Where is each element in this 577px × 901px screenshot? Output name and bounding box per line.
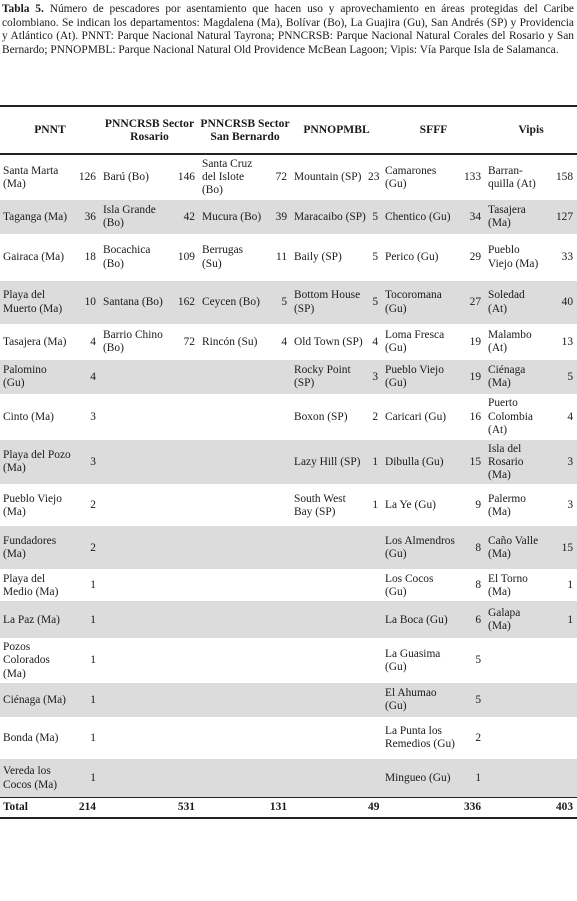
fisher-count [174,360,199,394]
fisher-count: 72 [275,171,288,184]
settlement-name [100,484,174,526]
settlement-name [485,717,545,759]
settlement-name: Mucura (Bo) [199,200,267,234]
fisher-count [174,484,199,526]
settlement-name: Pueblo Viejo (Ma) [488,244,539,270]
settlement-name [100,683,174,717]
fisher-count: 36 [73,200,100,234]
fisher-count [174,638,199,683]
fisher-count: 9 [475,499,482,512]
table-row [0,281,577,324]
settlement-name: Old Town (SP) [294,335,363,348]
settlement-name: La Punta los Remedios (Gu) [385,725,455,751]
fisher-count [267,569,291,601]
fisher-count: 8 [475,579,482,592]
fisher-count: 126 [78,171,96,184]
fisher-count [174,759,199,798]
fisher-count: 2 [372,410,379,423]
settlement-name: Taganga (Ma) [0,200,73,234]
settlement-name: Bonda (Ma) [3,731,59,744]
fisher-count: 39 [267,200,291,234]
fisher-count: 33 [561,251,574,263]
settlement-name: La Guasima (Gu) [385,647,441,674]
table-row [0,154,577,200]
settlement-name: Pozos Colorados (Ma) [3,641,50,680]
settlement-name: Ciénaga (Ma) [0,683,73,717]
fisher-count [174,717,199,759]
fisher-count: 162 [174,281,199,324]
table-row [0,759,577,798]
table-caption [2,3,574,57]
settlement-name [100,569,174,601]
settlement-name: Playa del Muerto (Ma) [0,281,73,324]
table-row [0,526,577,569]
fisher-count [368,638,382,683]
settlement-name [291,717,368,759]
fisher-count: 1 [368,440,382,485]
settlement-name: Perico (Gu) [385,251,439,263]
fisher-count: 19 [469,335,482,348]
total-label: Total [0,798,73,818]
fisher-count: 2 [90,499,96,512]
fisher-count: 1 [567,579,574,592]
fisher-count: 4 [281,335,288,348]
settlement-name [199,638,267,683]
fisher-count: 1 [457,759,485,798]
settlement-name: Malambo (At) [488,328,532,355]
fisher-count [267,440,291,485]
fisher-count [368,569,382,601]
fisher-count: 3 [90,410,96,423]
fisher-count [368,759,382,798]
col-header-pnnopmbl: PNNOPMBL [303,123,370,137]
fisher-count [174,683,199,717]
settlement-name: Playa del Medio (Ma) [3,572,59,598]
settlement-name: La Paz (Ma) [0,601,73,638]
settlement-name: Rincón (Su) [202,335,258,348]
settlement-name: Lazy Hill (SP) [291,440,368,485]
fisher-count: 40 [545,281,577,324]
fisher-count [545,759,577,798]
settlement-name: Caño Valle (Ma) [485,526,545,569]
settlement-name: Maracaibo (SP) [291,200,368,234]
fisher-count [267,759,291,798]
settlement-name: Barrio Chino (Bo) [103,328,163,355]
settlement-name: Tocoromana (Gu) [382,281,457,324]
total-value-vipis: 403 [545,798,577,818]
settlement-name: La Boca (Gu) [382,601,457,638]
total-value-pnnopmbl: 49 [368,798,382,818]
settlement-name: Playa del Pozo (Ma) [0,440,73,485]
settlement-name: Pueblo Viejo (Ma) [3,492,62,518]
fisher-count: 1 [90,654,96,667]
fisher-count [174,440,199,485]
settlement-name: Caricari (Gu) [385,410,447,423]
settlement-name: Isla Grande (Bo) [100,200,174,234]
settlement-name [485,759,545,798]
settlement-name: El Ahumao (Gu) [382,683,457,717]
fisher-count [267,526,291,569]
settlement-name [100,360,174,394]
settlement-name [199,759,267,798]
table-row [0,200,577,234]
fisher-count: 5 [457,683,485,717]
settlement-name: Puerto Colombia (At) [488,397,533,436]
settlement-name: Bottom House (SP) [291,281,368,324]
fisher-count: 158 [555,171,574,184]
settlement-name: South West Bay (SP) [294,492,346,518]
fisher-count: 4 [372,335,379,348]
fisher-count: 5 [372,251,379,263]
table-row [0,324,577,360]
fisher-count: 18 [84,251,96,263]
fisher-count: 127 [545,200,577,234]
table-body [0,154,577,798]
fisher-count: 5 [368,281,382,324]
fisher-count: 42 [174,200,199,234]
settlement-name: Santa Marta (Ma) [3,164,59,190]
settlement-name [291,759,368,798]
fisher-count: 4 [73,360,100,394]
settlement-name: Isla del Rosario (Ma) [485,440,545,485]
fisher-count: 10 [73,281,100,324]
fisher-count: 16 [469,410,482,423]
header-row [0,106,577,154]
table-row [0,638,577,683]
fisher-count: 11 [276,251,288,263]
table-row [0,569,577,601]
settlement-name: Loma Fresca (Gu) [385,328,445,355]
fisher-count: 3 [545,440,577,485]
fisher-count [545,717,577,759]
fisher-count: 1 [372,499,379,512]
col-header-sfff: SFFF [419,123,448,137]
fisher-count: 5 [267,281,291,324]
settlement-name [199,683,267,717]
fisher-count: 2 [475,731,482,744]
fisher-count: 5 [475,654,482,667]
settlement-name [100,601,174,638]
settlement-name: Soledad (At) [485,281,545,324]
fisher-count: 3 [73,440,100,485]
fisher-count [368,601,382,638]
settlement-name [199,484,267,526]
settlement-name: Chentico (Gu) [382,200,457,234]
fisher-count: 146 [177,171,195,184]
settlement-name: Rocky Point (SP) [291,360,368,394]
settlement-name: Bocachica (Bo) [103,244,151,270]
fisher-count [267,717,291,759]
settlement-name: Pueblo Viejo (Gu) [382,360,457,394]
settlement-name: Mingueo (Gu) [382,759,457,798]
fisher-count: 1 [73,601,100,638]
fisher-count [267,484,291,526]
col-header-pnncrsb-rosario: PNNCRSB Sector Rosario [104,116,195,143]
settlement-name: Barran-quilla (At) [488,164,536,190]
settlement-name: Fundadores (Ma) [0,526,73,569]
settlement-name: Palermo (Ma) [488,492,526,518]
fisher-count [267,683,291,717]
settlement-name: Ciénaga (Ma) [485,360,545,394]
total-row [0,798,577,818]
table-row [0,440,577,485]
settlement-name [291,601,368,638]
fisher-count [545,638,577,683]
fisher-count [174,569,199,601]
settlement-name [199,717,267,759]
settlement-name [199,440,267,485]
fisher-count: 6 [457,601,485,638]
fisher-count: 15 [545,526,577,569]
fisher-count: 72 [183,335,195,348]
table-row [0,683,577,717]
fisher-count [267,360,291,394]
fisher-count: 4 [90,335,96,348]
table-row [0,234,577,281]
fisher-count: 5 [545,360,577,394]
fisher-count: 1 [90,731,96,744]
fisher-count: 23 [368,171,380,184]
fisher-count: 19 [457,360,485,394]
fisher-count [368,717,382,759]
settlement-name [100,526,174,569]
settlement-name [199,360,267,394]
settlement-name: Mountain (SP) [294,171,362,184]
settlement-name: Santana (Bo) [100,281,174,324]
fisher-count [174,526,199,569]
settlement-name: El Torno (Ma) [488,572,528,598]
fisher-count [174,394,199,440]
total-value-pnncrsb-san-bernardo: 131 [267,798,291,818]
fisher-count [368,683,382,717]
settlement-name [291,569,368,601]
fisher-count: 29 [469,251,482,263]
settlement-name: La Ye (Gu) [385,499,436,512]
settlement-name: Cinto (Ma) [3,410,54,423]
settlement-name [291,526,368,569]
settlement-name: Boxon (SP) [294,410,348,423]
col-header-vipis: Vipis [518,123,544,137]
settlement-name [100,440,174,485]
settlement-name: Vereda los Cocos (Ma) [0,759,73,798]
caption-label: Tabla 5. [2,3,44,15]
fisher-count: 8 [457,526,485,569]
settlement-name: Tasajera (Ma) [3,335,67,348]
fisher-count: 34 [457,200,485,234]
fisher-count: 3 [567,499,574,512]
caption-text: Número de pescadores por asentamiento que hacen uso y aprovechamiento en áreas protegidas del Caribe colombiano. Se indican los departamentos: Magdalena (Ma), Bolívar (Bo), La Guajira (Gu), San Andrés (SP) y Providencia y Atlántico (At). PNNT: Parque Nacional Natural Tayrona; PNNCRSB: Parque Nacional Natural Corales del Rosario y San Bernardo; PNNOPMBL: Parque Nacional Natural Old Providence McBean Lagoon; Vipis: Vía Parque Isla de Salamanca. [2,3,574,56]
fisher-count [267,601,291,638]
total-value-sfff: 336 [457,798,485,818]
total-value-pnnt: 214 [73,798,100,818]
settlement-name: Barú (Bo) [103,171,149,184]
fisher-count [368,526,382,569]
settlement-name: Los Cocos (Gu) [385,572,434,598]
total-value-pnncrsb-rosario: 531 [174,798,199,818]
fisher-count: 27 [457,281,485,324]
settlement-name [100,717,174,759]
settlement-name: Baily (SP) [294,251,342,263]
settlement-name: Berrugas (Su) [202,244,244,270]
table-row [0,394,577,440]
table-row [0,484,577,526]
fisher-count [174,601,199,638]
settlement-name: Palomino (Gu) [0,360,73,394]
table-row [0,717,577,759]
fisher-count: 13 [561,335,574,348]
fishers-table [0,105,577,819]
fisher-count: 15 [457,440,485,485]
fisher-count: 5 [368,200,382,234]
fisher-count: 133 [463,171,482,184]
table-row [0,601,577,638]
settlement-name [199,569,267,601]
settlement-name: Camarones (Gu) [385,164,437,190]
fisher-count: 4 [567,410,574,423]
fisher-count [267,394,291,440]
fisher-count: 2 [73,526,100,569]
fisher-count: 1 [90,579,96,592]
settlement-name [291,638,368,683]
settlement-name [100,638,174,683]
settlement-name: Dibulla (Gu) [382,440,457,485]
settlement-name [485,683,545,717]
fisher-count: 3 [368,360,382,394]
col-header-pnncrsb-san-bernardo: PNNCRSB Sector San Bernardo [200,116,290,143]
settlement-name: Ceycen (Bo) [199,281,267,324]
settlement-name [199,394,267,440]
settlement-name: Los Almendros (Gu) [382,526,457,569]
table-row [0,360,577,394]
fisher-count [545,683,577,717]
settlement-name: Santa Cruz del Islote (Bo) [202,158,253,197]
settlement-name: Galapa (Ma) [485,601,545,638]
settlement-name [100,759,174,798]
fisher-count: 1 [73,759,100,798]
settlement-name [291,683,368,717]
fisher-count: 1 [73,683,100,717]
fisher-count: 1 [545,601,577,638]
settlement-name: Tasajera (Ma) [485,200,545,234]
settlement-name: Gairaca (Ma) [3,251,65,263]
settlement-name [100,394,174,440]
col-header-pnnt: PNNT [34,123,66,137]
settlement-name [485,638,545,683]
fisher-count: 109 [177,251,195,263]
fisher-count [267,638,291,683]
settlement-name [199,526,267,569]
settlement-name [199,601,267,638]
